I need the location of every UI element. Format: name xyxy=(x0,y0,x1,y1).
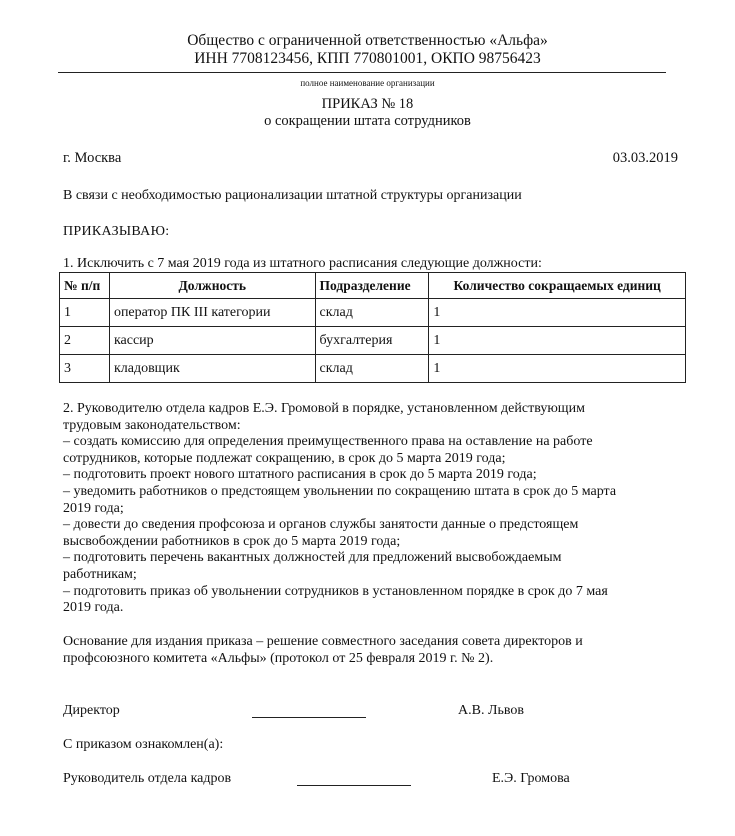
organization-caption: полное наименование организации xyxy=(300,78,435,88)
item-2-line: – довести до сведения профсоюза и органов службы занятости данные о предстоящем xyxy=(63,517,579,533)
item-2-line: – подготовить приказ об увольнении сотрудников в установленном порядке в срок до 7 мая xyxy=(63,583,608,599)
hr-head-role: Руководитель отдела кадров xyxy=(63,771,232,786)
item-2-line: – подготовить проект нового штатного расписания в срок до 5 марта 2019 года; xyxy=(63,467,537,483)
item-2-line: сотрудников, которые подлежат сокращению, в срок до 5 марта 2019 года; xyxy=(63,450,506,466)
header-position: Должность xyxy=(109,273,315,299)
cell-department: бухгалтерия xyxy=(315,327,429,355)
cell-department: склад xyxy=(315,355,429,383)
item-2-line: – уведомить работников о предстоящем увольнении по сокращению штата в срок до 5 марта xyxy=(63,483,617,499)
organization-underline xyxy=(58,72,666,73)
cell-position: оператор ПК III категории xyxy=(109,299,315,327)
item-2-line: 2. Руководителю отдела кадров Е.Э. Громовой в порядке, установленном действующим xyxy=(63,401,585,416)
order-basis xyxy=(63,633,663,667)
organization-ids: ИНН 7708123456, КПП 770801001, ОКПО 98756423 xyxy=(194,50,541,67)
order-preamble: В связи с необходимостью рационализации штатной структуры организации xyxy=(63,188,522,203)
cell-number: 2 xyxy=(60,327,110,355)
cell-number: 1 xyxy=(60,299,110,327)
basis-line: Основание для издания приказа – решение совместного заседания совета директоров и xyxy=(63,634,583,649)
item-2-line: работникам; xyxy=(63,566,137,582)
table-row xyxy=(60,299,686,327)
cell-position: кладовщик xyxy=(109,355,315,383)
header-department: Подразделение xyxy=(315,273,429,299)
table-header-row xyxy=(60,273,686,299)
table-row xyxy=(60,327,686,355)
order-item-1: 1. Исключить с 7 мая 2019 года из штатного расписания следующие должности: xyxy=(63,256,542,271)
cell-count: 1 xyxy=(429,355,686,383)
item-2-line: 2019 года; xyxy=(63,500,124,516)
order-title: ПРИКАЗ № 18 xyxy=(321,96,414,112)
cell-number: 3 xyxy=(60,355,110,383)
order-decree: ПРИКАЗЫВАЮ: xyxy=(63,224,170,239)
item-2-line: – подготовить перечень вакантных должностей для предложений высвобождаемым xyxy=(63,550,562,566)
acknowledgement-label: С приказом ознакомлен(а): xyxy=(63,737,224,752)
item-2-line: – создать комиссию для определения преимущественного права на оставление на работе xyxy=(63,434,593,450)
positions-table xyxy=(59,272,686,383)
header-count: Количество сокращаемых единиц xyxy=(429,273,686,299)
item-2-line: трудовым законодательством: xyxy=(63,417,241,433)
cell-count: 1 xyxy=(429,327,686,355)
hr-head-name: Е.Э. Громова xyxy=(492,771,570,786)
header-number: № п/п xyxy=(60,273,110,299)
order-date: 03.03.2019 xyxy=(612,150,678,166)
table-row xyxy=(60,355,686,383)
order-city: г. Москва xyxy=(63,150,122,166)
hr-head-signature-line xyxy=(297,785,411,786)
organization-name: Общество с ограниченной ответственностью «Альфа» xyxy=(187,32,548,49)
item-2-line: 2019 года. xyxy=(63,600,124,616)
basis-line: профсоюзного комитета «Альфы» (протокол от 25 февраля 2019 г. № 2). xyxy=(63,651,494,666)
director-signature-line xyxy=(252,717,366,718)
cell-department: склад xyxy=(315,299,429,327)
director-name: А.В. Львов xyxy=(458,703,524,718)
order-item-2 xyxy=(63,401,663,617)
cell-count: 1 xyxy=(429,299,686,327)
order-subtitle: о сокращении штата сотрудников xyxy=(264,113,471,129)
director-role: Директор xyxy=(63,703,120,718)
cell-position: кассир xyxy=(109,327,315,355)
item-2-line: высвобождении работников в срок до 5 марта 2019 года; xyxy=(63,533,401,549)
